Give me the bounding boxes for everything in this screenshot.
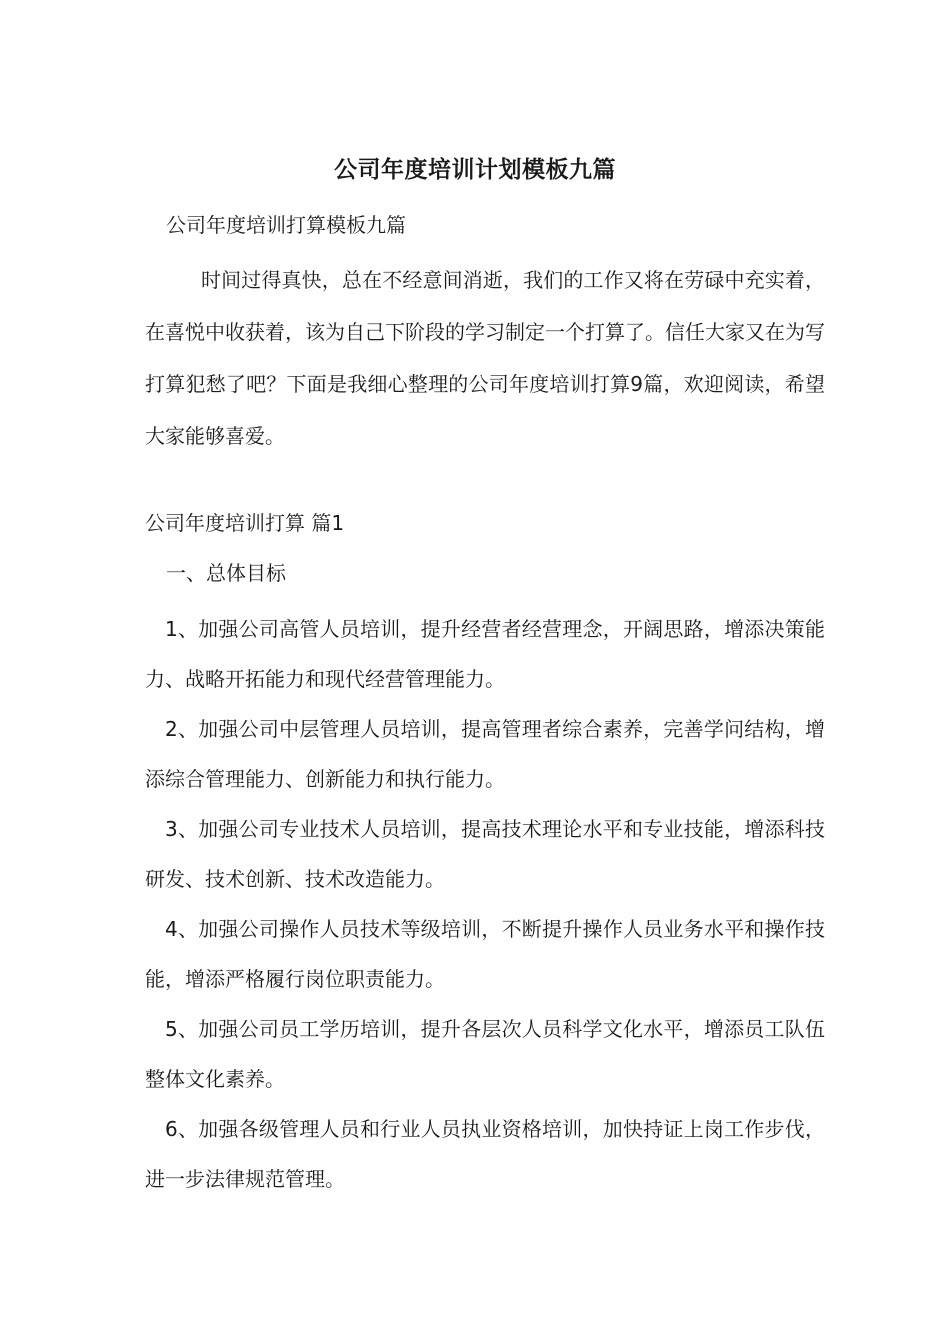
section-heading: 公司年度培训打算 篇1 [145,511,345,535]
list-item: 1、加强公司高管人员培训，提升经营者经营理念，开阔思路，增添决策能力、战略开拓能力和现代经营管理能力。 [145,617,825,691]
list-item: 3、加强公司专业技术人员培训，提高技术理论水平和专业技能，增添科技研发、技术创新、技术改造能力。 [145,817,825,891]
list-item: 5、加强公司员工学历培训，提升各层次人员科学文化水平，增添员工队伍整体文化素养。 [145,1017,825,1091]
goal-heading: 一、总体目标 [166,561,286,585]
list-item: 2、加强公司中层管理人员培训，提高管理者综合素养，完善学问结构，增添综合管理能力、创新能力和执行能力。 [145,717,825,791]
document-title: 公司年度培训计划模板九篇 [334,157,616,183]
document-subtitle: 公司年度培训打算模板九篇 [166,213,406,237]
list-item: 6、加强各级管理人员和行业人员执业资格培训，加快持证上岗工作步伐，进一步法律规范管理。 [145,1117,825,1191]
list-item: 4、加强公司操作人员技术等级培训，不断提升操作人员业务水平和操作技能，增添严格履行岗位职责能力。 [145,917,825,991]
intro-paragraph: 时间过得真快，总在不经意间消逝，我们的工作又将在劳碌中充实着，在喜悦中收获着，该为自己下阶段的学习制定一个打算了。信任大家又在为写打算犯愁了吧？下面是我细心整理的公司年度培训打算9篇，欢迎阅读，希望大家能够喜爱。 [145,268,825,448]
goal-list [145,604,825,1204]
